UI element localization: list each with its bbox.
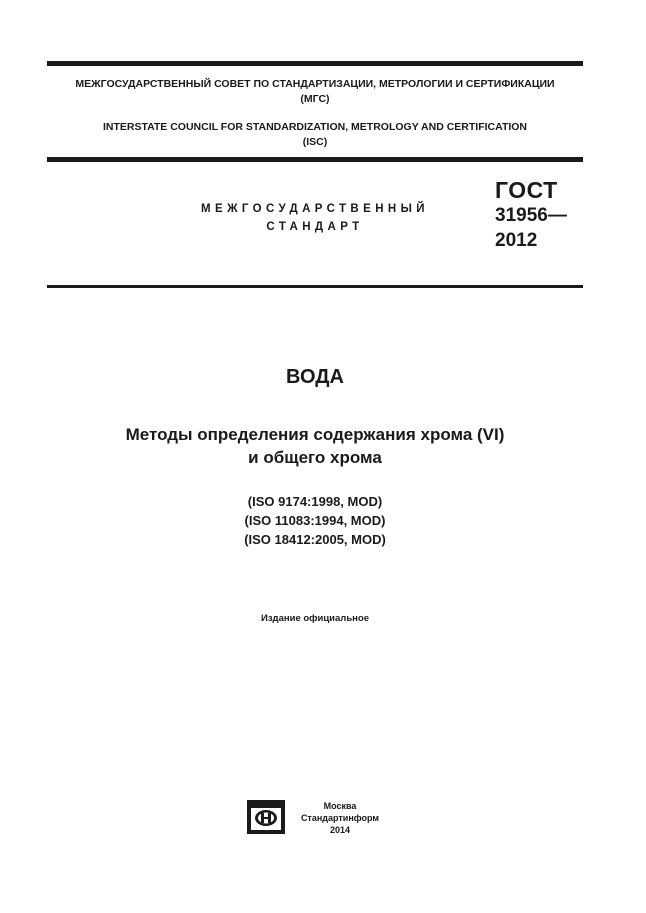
council-name-ru	[47, 77, 583, 107]
standard-type	[180, 200, 450, 236]
standard-type-line1: МЕЖГОСУДАРСТВЕННЫЙ	[201, 203, 429, 215]
gost-year: 2012	[495, 230, 538, 251]
publisher-name: Стандартинформ	[300, 813, 380, 823]
gost-label: ГОСТ	[495, 177, 558, 203]
council-name-en	[47, 120, 583, 150]
council-en-line2: (ISC)	[302, 136, 328, 148]
council-ru-line1: МЕЖГОСУДАРСТВЕННЫЙ СОВЕТ ПО СТАНДАРТИЗАЦИИ, МЕТРОЛОГИИ И СЕРТИФИКАЦИИ	[75, 78, 555, 90]
council-ru-line2: (МГС)	[300, 93, 330, 105]
middle-rule	[47, 157, 583, 162]
iso-reference: (ISO 11083:1994, MOD)	[244, 513, 386, 528]
iso-references	[47, 492, 583, 549]
publisher-city: Москва	[323, 801, 357, 811]
document-subtitle	[47, 423, 583, 469]
gost-number: 31956—	[495, 205, 567, 226]
top-rule	[47, 61, 583, 66]
publisher-year: 2014	[329, 825, 351, 835]
subtitle-line1: Методы определения содержания хрома (VI)	[125, 425, 505, 444]
standard-type-line2: СТАНДАРТ	[266, 221, 364, 233]
iso-reference: (ISO 18412:2005, MOD)	[244, 532, 386, 547]
council-en-line1: INTERSTATE COUNCIL FOR STANDARDIZATION, METROLOGY AND CERTIFICATION	[102, 121, 528, 133]
iso-reference: (ISO 9174:1998, MOD)	[247, 494, 383, 509]
publisher-info	[290, 800, 390, 836]
standartinform-logo-icon	[247, 800, 285, 834]
thin-rule	[47, 285, 583, 288]
document-title: ВОДА	[286, 366, 344, 388]
edition-label: Издание официальное	[261, 613, 369, 624]
gost-designation	[495, 178, 567, 253]
subtitle-line2: и общего хрома	[248, 448, 382, 467]
